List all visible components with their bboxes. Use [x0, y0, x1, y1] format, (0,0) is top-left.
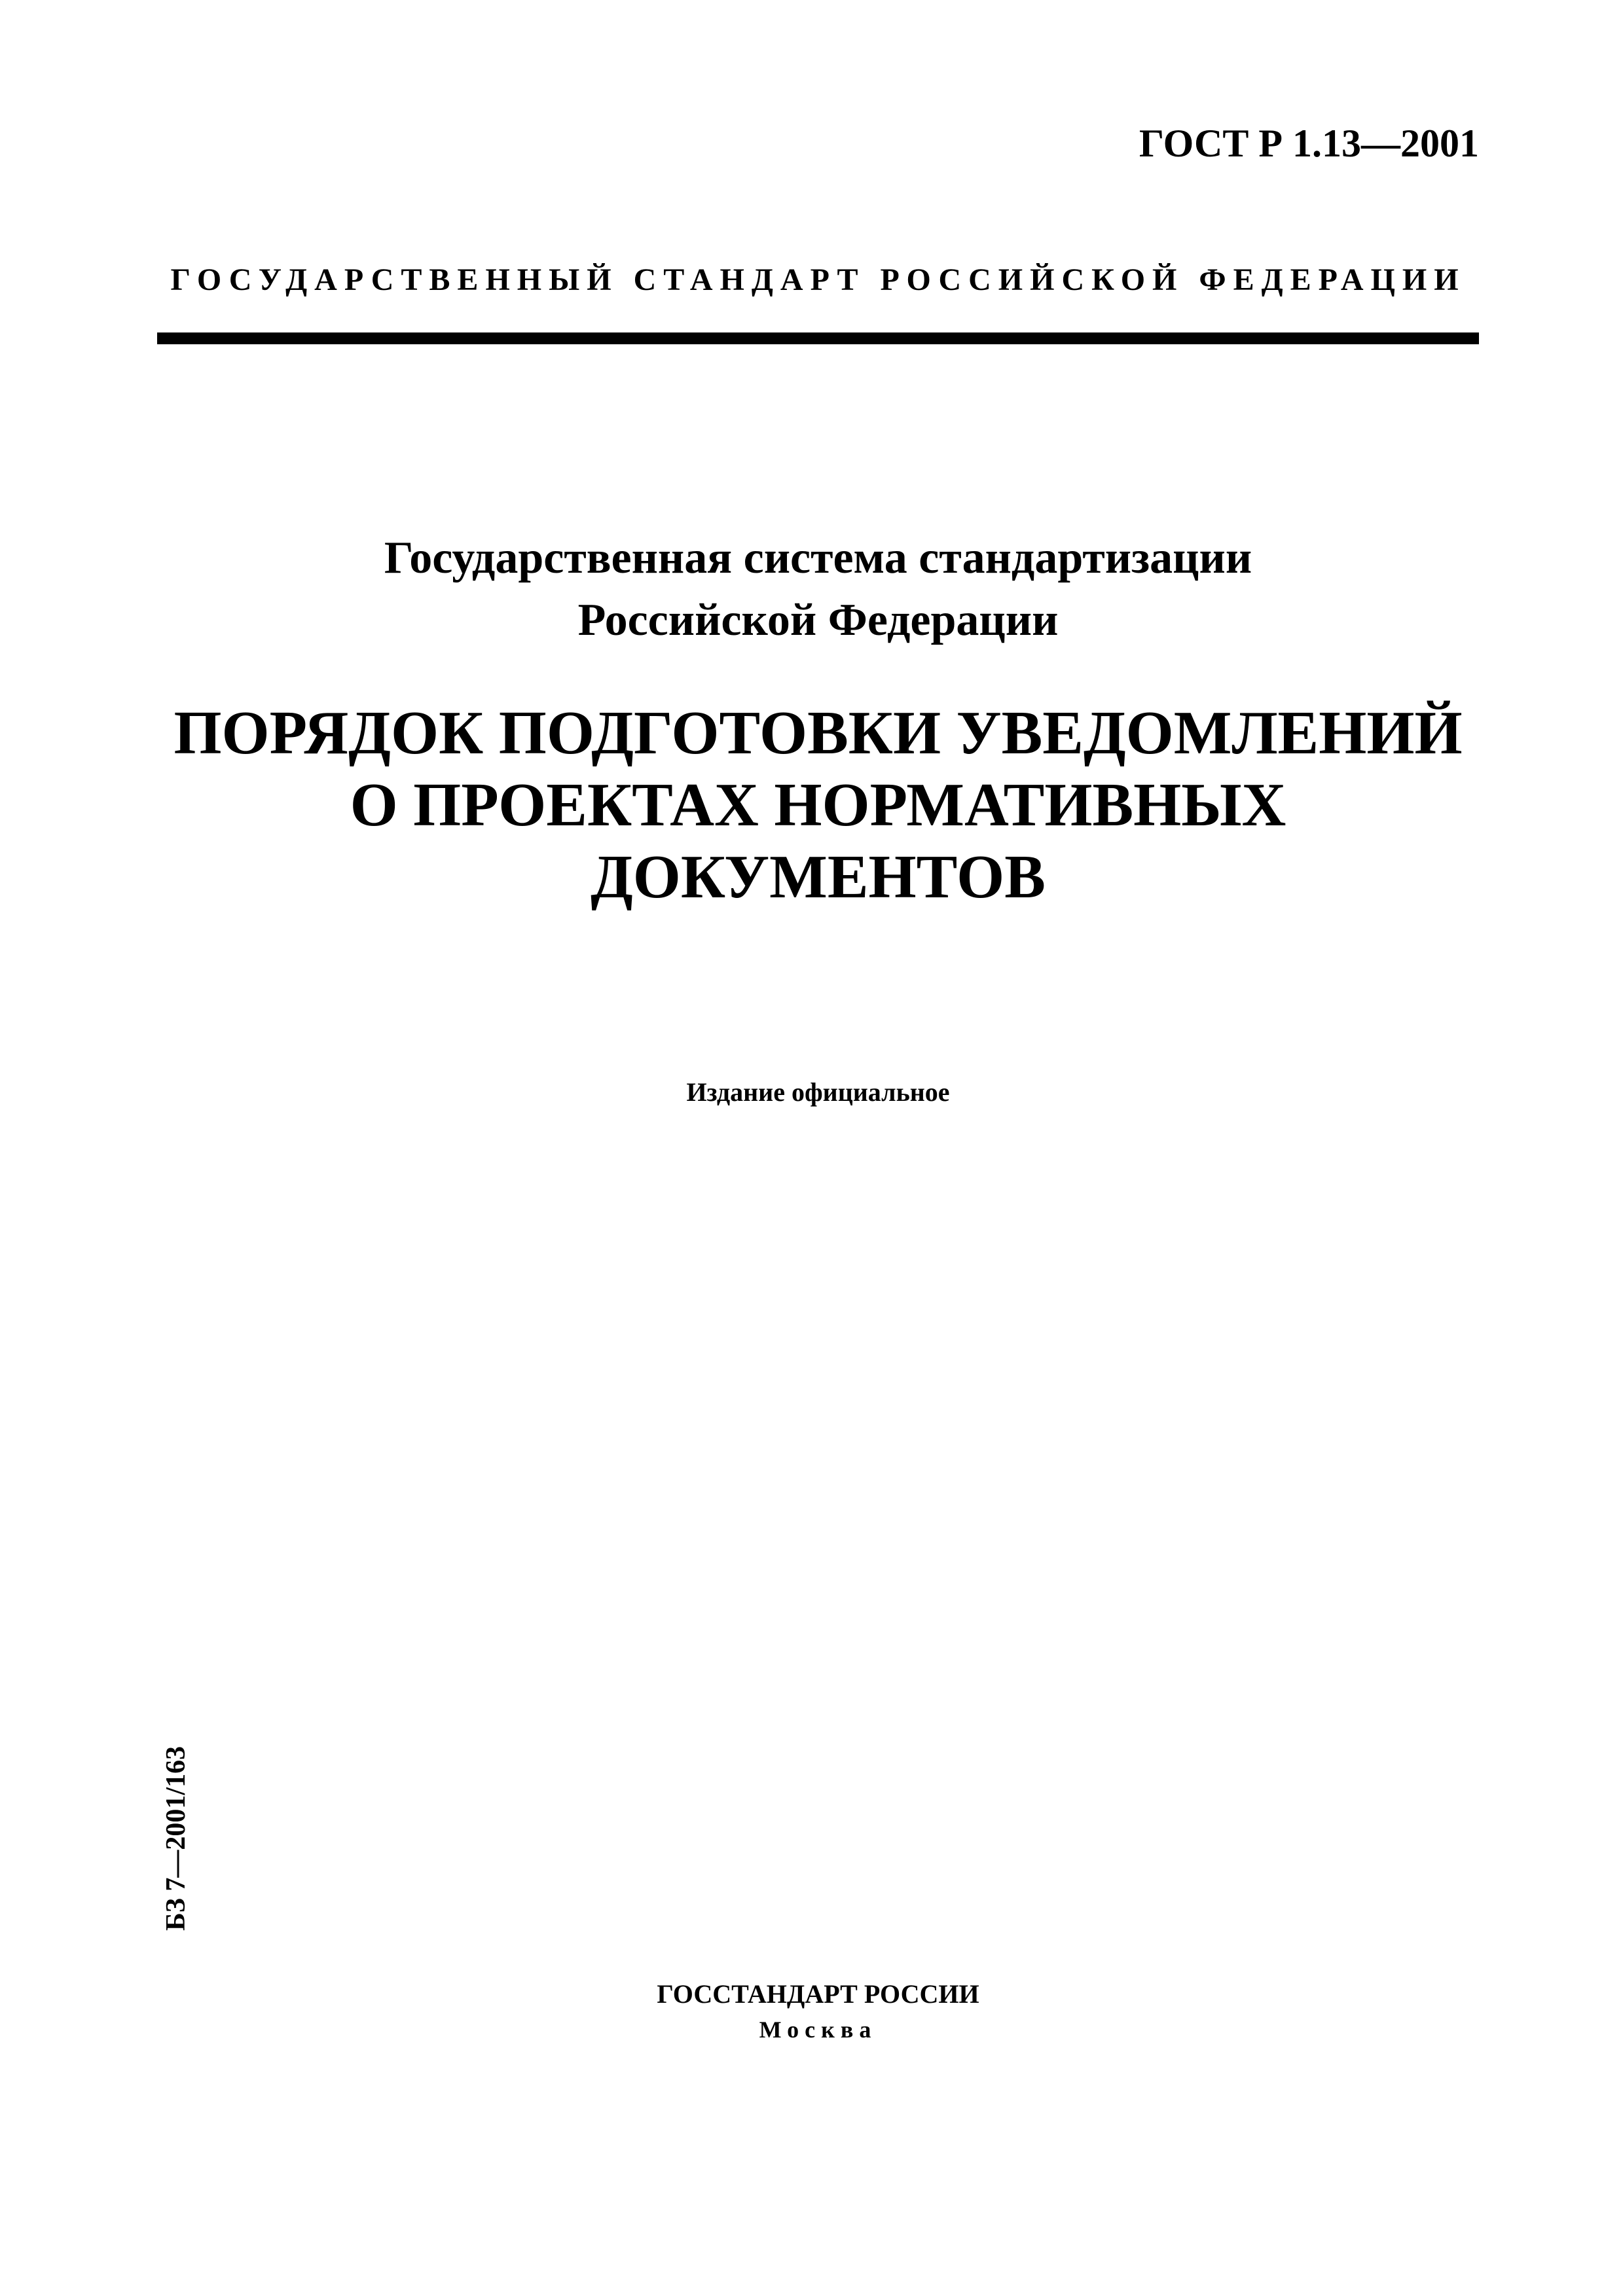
system-title: [157, 527, 1479, 651]
publisher-name: ГОССТАНДАРТ РОССИИ: [657, 1979, 979, 2009]
main-title: [157, 697, 1479, 913]
header-divider: [157, 332, 1479, 344]
publisher-city: Москва: [759, 2017, 877, 2043]
state-standard-heading: ГОСУДАРСТВЕННЫЙ СТАНДАРТ РОССИЙСКОЙ ФЕДЕРАЦИИ: [170, 262, 1466, 297]
main-title-line-3: ДОКУМЕНТОВ: [591, 843, 1046, 911]
document-code: ГОСТ Р 1.13—2001: [1139, 122, 1479, 165]
system-title-line-2: Российской Федерации: [577, 595, 1059, 645]
side-registration-code: БЗ 7—2001/163: [161, 1746, 191, 1931]
edition-label: Издание официальное: [686, 1077, 950, 1107]
main-title-line-1: ПОРЯДОК ПОДГОТОВКИ УВЕДОМЛЕНИЙ: [173, 699, 1463, 767]
system-title-line-1: Государственная система стандартизации: [384, 533, 1252, 583]
main-title-line-2: О ПРОЕКТАХ НОРМАТИВНЫХ: [350, 771, 1286, 839]
